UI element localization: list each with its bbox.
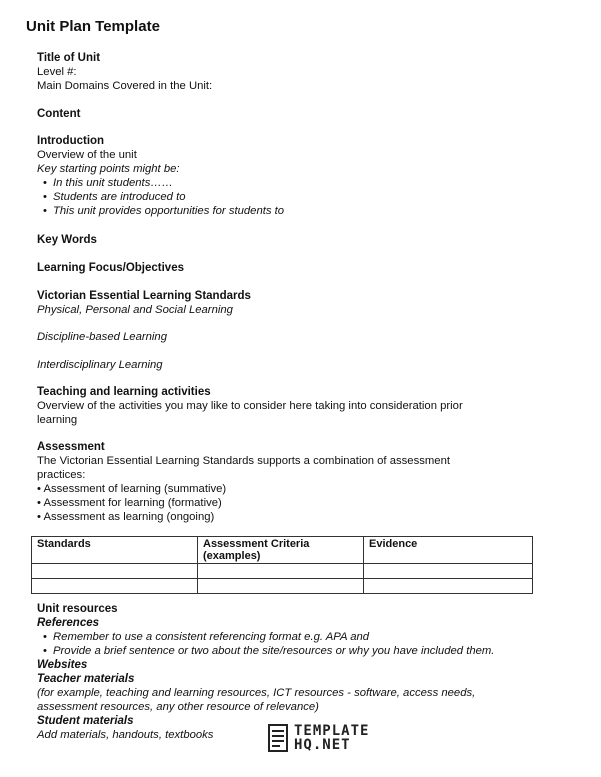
table-cell[interactable] [364,564,533,579]
overview-text: Overview of the unit [37,149,137,161]
list-item: • Assessment of learning (summative) [37,483,227,495]
teaching-section [37,385,463,427]
evidence-column-header: Evidence [364,537,533,564]
list-item: • In this unit students…… [53,176,284,190]
student-materials-heading: Student materials [37,715,134,727]
references-heading: References [37,617,100,629]
teacher-materials-heading: Teacher materials [37,673,135,685]
content-heading: Content [37,108,81,120]
key-words-heading: Key Words [37,234,97,246]
domains-field: Main Domains Covered in the Unit: [37,80,213,92]
resources-heading: Unit resources [37,603,118,615]
criteria-column-header [198,537,364,564]
list-item: • Assessment as learning (ongoing) [37,511,215,523]
learning-focus-heading: Learning Focus/Objectives [37,262,184,274]
table-row [32,579,533,594]
level-field: Level #: [37,66,77,78]
key-points-text: Key starting points might be: [37,163,180,175]
introduction-section [37,134,284,218]
assessment-text-line1: The Victorian Essential Learning Standards supports a combination of assessment [37,455,450,467]
table-cell[interactable] [32,579,198,594]
watermark-logo [268,724,369,752]
assessment-section [37,440,450,524]
assessment-text-line2: practices: [37,469,86,481]
list-item: • This unit provides opportunities for students to [53,204,284,218]
teaching-text-line1: Overview of the activities you may like to consider here taking into consideration prior [37,400,463,412]
standards-table [31,536,533,594]
list-item: • Remember to use a consistent referencing format e.g. APA and [53,630,494,644]
discipline-text: Discipline-based Learning [37,331,167,343]
table-cell[interactable] [364,579,533,594]
watermark-line1: TEMPLATE [294,723,370,739]
teaching-heading: Teaching and learning activities [37,386,211,398]
references-bullet-list [37,630,494,658]
table-cell[interactable] [32,564,198,579]
vels-section [37,289,251,317]
resources-section [37,602,494,742]
list-item: • Assessment for learning (formative) [37,497,222,509]
page-title: Unit Plan Template [26,18,160,35]
websites-heading: Websites [37,659,88,671]
teacher-materials-line2: assessment resources, any other resource of relevance) [37,701,319,713]
watermark-text [294,724,369,752]
criteria-header-line1: Assessment Criteria [203,538,310,550]
watermark-line2: HQ.NET [294,737,351,753]
assessment-heading: Assessment [37,441,105,453]
teacher-materials-line1: (for example, teaching and learning resources, ICT resources - software, access needs, [37,687,476,699]
table-cell[interactable] [198,579,364,594]
list-item: • Provide a brief sentence or two about the site/resources or why you have included them. [53,644,494,658]
list-item: • Students are introduced to [53,190,284,204]
interdisciplinary-text: Interdisciplinary Learning [37,359,163,371]
table-cell[interactable] [198,564,364,579]
table-header-row [32,537,533,564]
unit-title-heading: Title of Unit [37,52,101,64]
intro-bullet-list [37,176,284,218]
introduction-heading: Introduction [37,135,105,147]
unit-section [37,51,212,93]
physical-learning-text: Physical, Personal and Social Learning [37,304,233,316]
teaching-text-line2: learning [37,414,78,426]
vels-heading: Victorian Essential Learning Standards [37,290,251,302]
criteria-header-line2: (examples) [203,550,261,562]
standards-column-header: Standards [32,537,198,564]
student-materials-text: Add materials, handouts, textbooks [37,729,214,741]
document-icon [268,724,288,752]
table-row [32,564,533,579]
